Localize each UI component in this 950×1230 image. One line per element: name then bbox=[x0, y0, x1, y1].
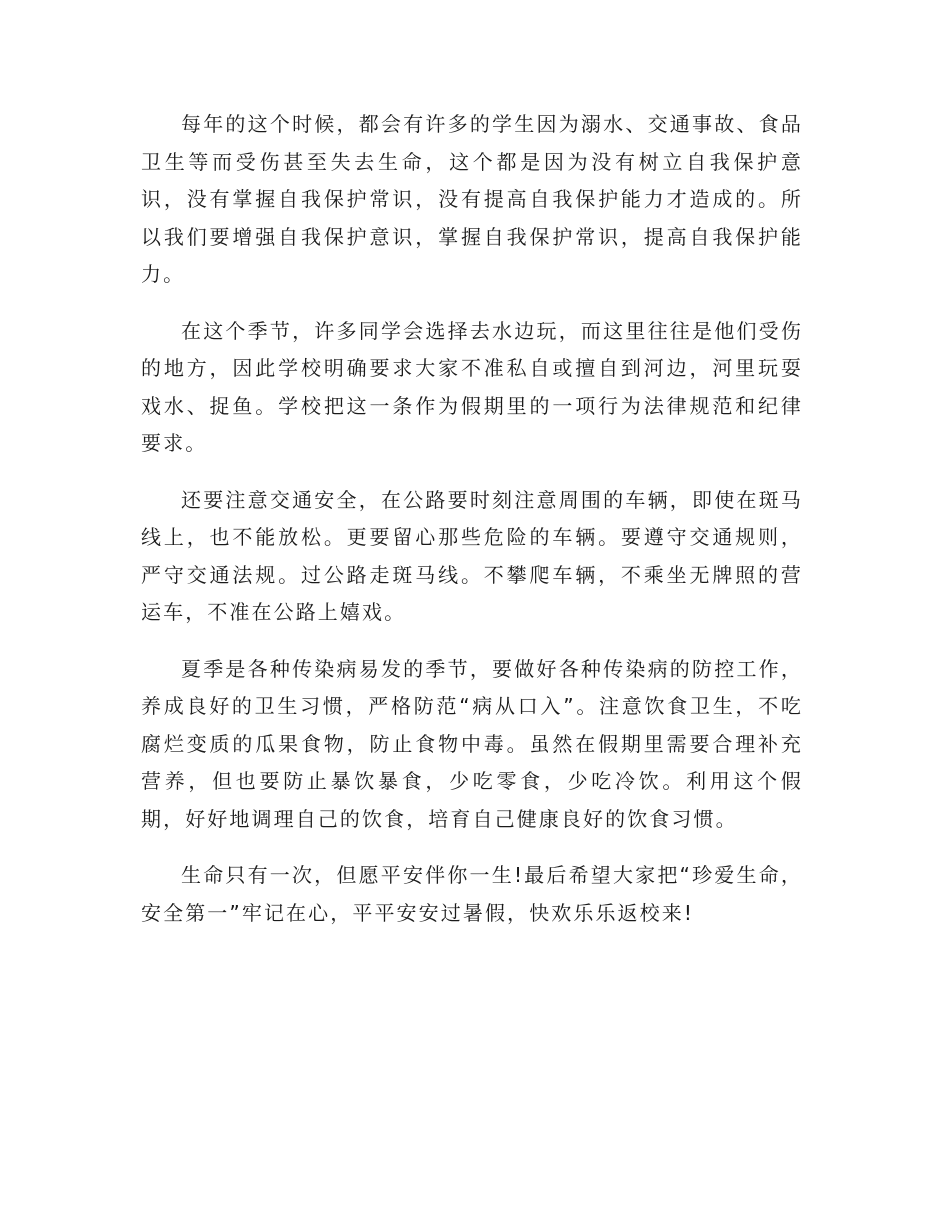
paragraph-traffic-safety: 还要注意交通安全，在公路要时刻注意周围的车辆，即使在斑马线上，也不能放松。更要留心那些危险的车辆。要遵守交通规则，严守交通法规。过公路走斑马线。不攀爬车辆，不乘坐无牌照的营运车，不准在公路上嬉戏。 bbox=[141, 487, 803, 624]
paragraph-drowning-traffic-food-safety: 每年的这个时候，都会有许多的学生因为溺水、交通事故、食品卫生等而受伤甚至失去生命，这个都是因为没有树立自我保护意识，没有掌握自我保护常识，没有提高自我保护能力才造成的。所以我们要增强自我保护意识，掌握自我保护常识，提高自我保护能力。 bbox=[141, 112, 803, 286]
paragraph-health-diet: 夏季是各种传染病易发的季节，要做好各种传染病的防控工作，养成良好的卫生习惯，严格防范“病从口入”。注意饮食卫生，不吃腐烂变质的瓜果食物，防止食物中毒。虽然在假期里需要合理补充营养，但也要防止暴饮暴食，少吃零食，少吃冷饮。利用这个假期，好好地调理自己的饮食，培育自己健康良好的饮食习惯。 bbox=[141, 656, 803, 831]
document-body bbox=[141, 106, 803, 951]
paragraph-water-safety: 在这个季节，许多同学会选择去水边玩，而这里往往是他们受伤的地方，因此学校明确要求大家不准私自或擅自到河边，河里玩耍戏水、捉鱼。学校把这一条作为假期里的一项行为法律规范和纪律要求。 bbox=[141, 318, 803, 455]
paragraph-closing-wishes: 生命只有一次，但愿平安伴你一生!最后希望大家把“珍爱生命，安全第一”牢记在心，平平安安过暑假，快欢乐乐返校来! bbox=[141, 863, 803, 925]
